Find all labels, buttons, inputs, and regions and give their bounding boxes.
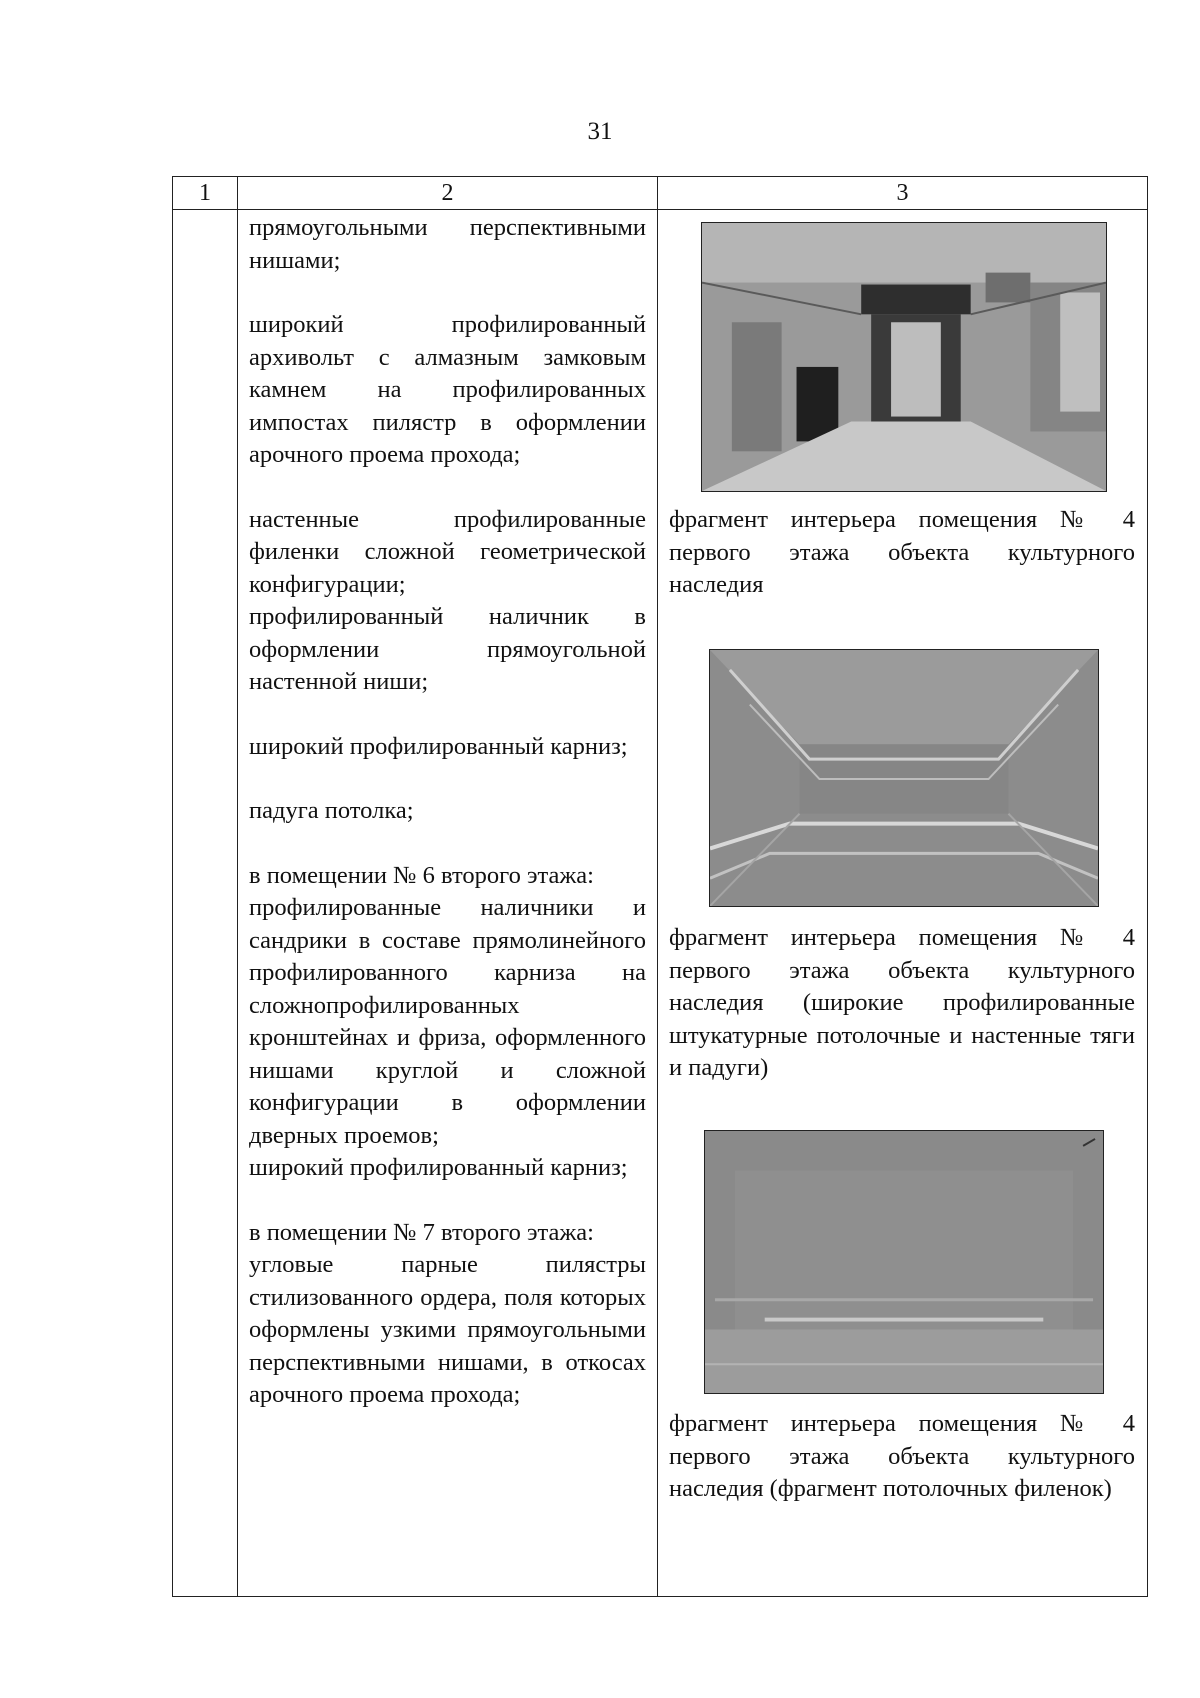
description-paragraph: в помещении № 6 второго этажа: (249, 861, 594, 889)
column-header-1: 1 (173, 177, 238, 210)
description-paragraph: широкий профилированный архивольт с алмазным замковым камнем на профилированных импостах пилястр в оформлении арочного проема прохода; (249, 311, 646, 468)
description-paragraph: в помещении № 7 второго этажа: (249, 1218, 594, 1246)
description-cell (238, 210, 658, 1597)
ceiling-panels-photo-icon (704, 1130, 1104, 1394)
description-paragraph: широкий профилированный карниз; (249, 1154, 628, 1181)
description-paragraph: профилированные наличники и сандрики в составе прямолинейного профилированного карниза на сложнопрофилированных кронштейнах и фриза, оформленного нишами круглой и сложной конфигурации в оформлении дверных проемов; (249, 894, 646, 1149)
description-paragraph: профилированный наличник в оформлении прямоугольной настенной ниши; (249, 603, 646, 695)
heritage-features-table (172, 176, 1148, 1597)
description-paragraph: прямоугольными перспективными нишами; (249, 214, 646, 274)
description-paragraph: широкий профилированный карниз; (249, 732, 628, 760)
ceiling-moldings-photo-icon (709, 649, 1099, 907)
description-paragraph: настенные профилированные филенки сложной геометрической конфигурации; (249, 505, 646, 598)
table-header-row (173, 177, 1148, 210)
table-row (173, 210, 1148, 1597)
row-number-cell (173, 210, 238, 1597)
column-header-2: 2 (238, 177, 658, 210)
figure-caption: фрагмент интерьера помещения № 4 первого этажа объекта культурного наследия (фрагмент потолочных филенок) (669, 1410, 1135, 1502)
figure-caption: фрагмент интерьера помещения № 4 первого этажа объекта культурного наследия (669, 506, 1135, 598)
corridor-photo-icon (701, 222, 1107, 492)
description-paragraph: угловые парные пилястры стилизованного ордера, поля которых оформлены узкими прямоугольными перспективными нишами, в откосах арочного проема прохода; (249, 1251, 646, 1408)
images-cell (658, 210, 1148, 1597)
column-header-3: 3 (658, 177, 1148, 210)
description-paragraph: падуга потолка; (249, 797, 414, 824)
figure-caption: фрагмент интерьера помещения № 4 первого этажа объекта культурного наследия (широкие профилированные штукатурные потолочные и настенные тяги и падуги) (669, 924, 1135, 1081)
page-number: 31 (587, 118, 613, 145)
